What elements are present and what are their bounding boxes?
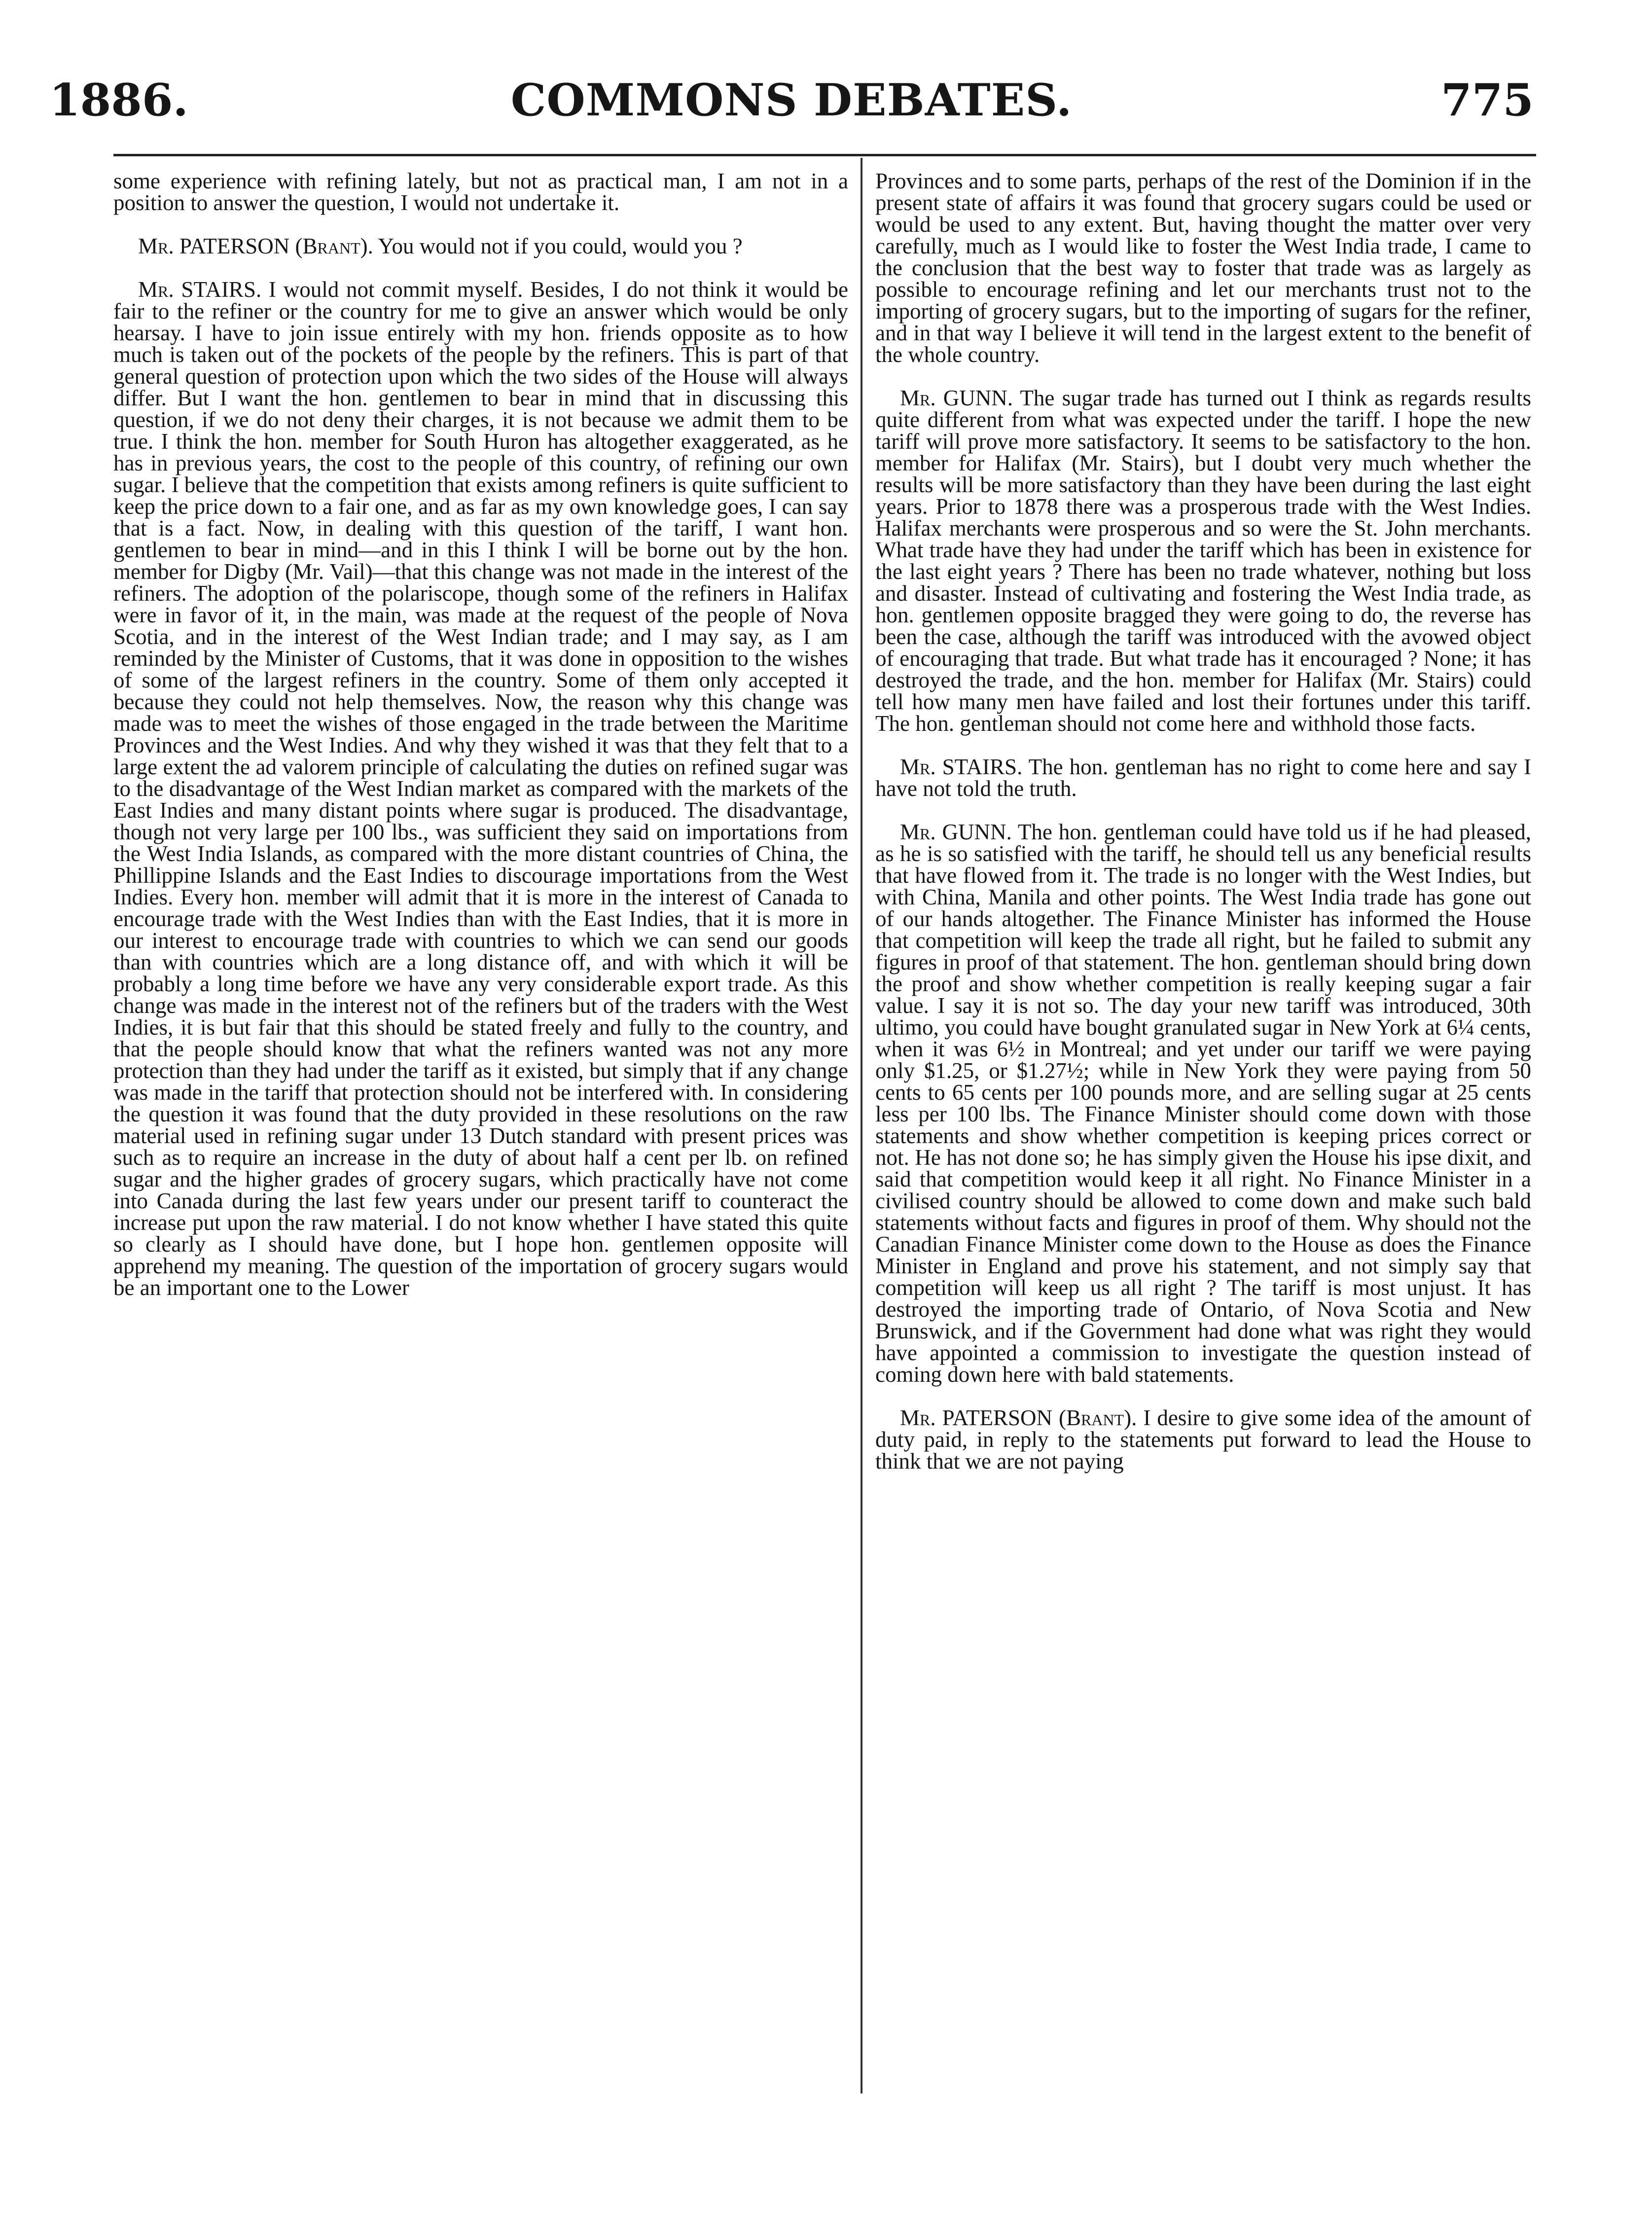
speaker-name: Mr. STAIRS. — [900, 755, 1023, 779]
paragraph-text: I would not commit myself. Besides, I do not think it would be fair to the refiner or the country for me to give an answer which would be only hearsay. I have to join issue entirely with my hon. friends opposite as to how much is taken out of the pockets of the people by the refiners. This is part of that general question of protection upon which the two sides of the House will always differ. But I want the hon. gentlemen to bear in mind that in discussing this question, if we do not deny their charges, it is not because we admit them to be true. I think the hon. member for South Huron has altogether exaggerated, as he has in previous years, the cost to the people of this country, of refining our own sugar. I believe that the competition that exists among refiners is quite sufficient to keep the price down to a fair one, and as far as my own knowledge goes, I can say that is a fact. Now, in dealing with this question of the tariff, I want hon. gentlemen to bear in mind—and in this I think I will be borne out by the hon. member for Digby (Mr. Vail)—that this change was not made in the interest of the refiners. The adoption of the polariscope, though some of the refiners in Halifax were in favor of it, in the main, was made at the request of the people of Nova Scotia, and in the interest of the West Indian trade; and I may say, as I am reminded by the Minister of Customs, that it was done in opposition to the wishes of some of the largest refiners in the country. Some of them only accepted it because they could not help themselves. Now, the reason why this change was made was to meet the wishes of those engaged in the trade between the Maritime Provinces and the West Indies. And why they wished it was that they felt that to a large extent the ad valorem principle of calculating the duties on refined sugar was to the disadvantage of the West Indian market as compared with the markets of the East Indies and many distant points where sugar is produced. The disadvantage, though not very large per 100 lbs., was sufficient they said on importations from the West India Islands, as compared with the more distant countries of China, the Phillippine Islands and the East Indies to discourage importations from the West Indies. Every hon. member will admit that it is more in the interest of Canada to encourage trade with the West Indies than with the East Indies, that it is more in our interest to encourage trade with countries to which we can send our goods than with countries which are a long distance off, and with which it will be probably a long time before we have any very considerable export trade. As this change was made in the interest not of the refiners but of the traders with the West Indies, it is but fair that this should be stated freely and fully to the country, and that the people should know that what the refiners wanted was not any more protection than they had under the tariff as it existed, but simply that if any change was made in the tariff that protection should not be interfered with. In considering the question it was found that the duty provided in these resolutions on the raw material used in refining sugar under 13 Dutch standard with present prices was such as to require an increase in the duty of about half a cent per lb. on refined sugar and the higher grades of grocery sugars, which practically have not come into Canada during the last few years under our present tariff to counteract the increase put upon the raw material. I do not know whether I have stated this quite so clearly as I should have done, but I hope hon. gentlemen opposite will apprehend my meaning. The question of the importation of grocery sugars would be an important one to the Lower — [113, 277, 849, 1300]
paragraph-text: Provinces and to some parts, perhaps of the rest of the Dominion if in the present state of affairs it was found that grocery sugars could be used or would be used to any extent. But, having thought the matter over very carefully, much as I would like to foster the West India trade, I came to the conclusion that the best way to foster that trade was as largely as possible to encourage refining and let our merchants trust not to the importing of grocery sugars, but to the importing of sugars for the refiner, and in that way I believe it will tend in the largest extent to the benefit of the whole country. — [875, 169, 1531, 367]
paragraph-text: The hon. gentleman could have told us if he had pleased, as he is so satisfied with the tariff, he should tell us any beneficial results that have flowed from it. The trade is no longer with the West Indies, but with China, Manila and other points. The West India trade has gone out of our hands altogether. The Finance Minister has informed the House that competition will keep the trade all right, but he failed to submit any figures in proof of that statement. The hon. gentleman should bring down the proof and show whether competition is really keeping sugar a fair value. I say it is not so. The day your new tariff was introduced, 30th ultimo, you could have bought granulated sugar in New York at 6¼ cents, when it was 6½ in Montreal; and yet under our tariff we were paying only $1.25, or $1.27½; while in New York they were paying from 50 cents to 65 cents per 100 pounds more, and are selling sugar at 25 cents less per 100 lbs. The Finance Minister should come down with those statements and show whether competition is keeping prices correct or not. He has not done so; he has simply given the House his ipse dixit, and said that competition would keep it all right. No Finance Minister in a civilised country should be allowed to come down and make such bald statements without facts and figures in proof of them. Why should not the Canadian Finance Minister come down to the House as does the Finance Minister in England and prove his statement, and not simply say that competition will keep us all right ? The tariff is most unjust. It has destroyed the importing trade of Ontario, of Nova Scotia and New Brunswick, and if the Government had done what was right they would have appointed a commission to investigate the question instead of coming down here with bald statements. — [875, 820, 1531, 1387]
right-column — [875, 170, 1531, 1494]
header-rule — [113, 154, 1536, 156]
speaker-name: Mr. PATERSON (Brant). — [900, 1405, 1137, 1430]
speaker-name: Mr. PATERSON (Brant). — [138, 234, 373, 258]
paragraph-text: You would not if you could, would you ? — [378, 234, 743, 258]
paragraph — [113, 235, 848, 257]
speaker-name: Mr. GUNN. — [900, 386, 1013, 410]
paragraph — [875, 170, 1531, 365]
paragraph — [113, 170, 848, 214]
page-header — [49, 74, 1534, 148]
header-page-number: 775 — [1441, 74, 1534, 126]
paragraph-text: I desire to give some idea of the amount of duty paid, in reply to the statements put forward to lead the House to think that we are not paying — [875, 1405, 1531, 1474]
header-title: COMMONS DEBATES. — [510, 74, 1073, 126]
paragraph-text: The sugar trade has turned out I think as regards results quite different from what was expected under the tariff. I hope the new tariff will prove more satisfactory. It seems to be satisfactory to the hon. member for Halifax (Mr. Stairs), but I doubt very much whether the results will be more satisfactory than they have been during the last eight years. Prior to 1878 there was a prosperous trade with the West Indies. Halifax merchants were prosperous and so were the St. John merchants. What trade have they had under the tariff which has been in existence for the last eight years ? There has been no trade whatever, nothing but loss and disaster. Instead of cultivating and fostering the West India trade, as hon. gentlemen opposite bragged they were going to do, the reverse has been the case, although the tariff was introduced with the avowed object of encouraging that trade. But what trade has it encouraged ? None; it has destroyed the trade, and the hon. member for Halifax (Mr. Stairs) could tell how many men have failed and lost their fortunes under this tariff. The hon. gentleman should not come here and withhold those facts. — [875, 386, 1531, 736]
header-year: 1886. — [49, 74, 188, 126]
paragraph — [875, 756, 1531, 799]
paragraph — [875, 821, 1531, 1385]
speaker-name: Mr. GUNN. — [900, 820, 1012, 844]
column-divider — [861, 158, 862, 2093]
left-column — [113, 170, 848, 1320]
paragraph-text: some experience with refining lately, but not as practical man, I am not in a position to answer the question, I would not undertake it. — [113, 169, 848, 215]
speaker-name: Mr. STAIRS. — [138, 277, 262, 302]
paragraph — [113, 279, 848, 1298]
paragraph — [875, 387, 1531, 734]
paragraph — [875, 1407, 1531, 1472]
paragraph-text: The hon. gentleman has no right to come here and say I have not told the truth. — [875, 755, 1531, 801]
